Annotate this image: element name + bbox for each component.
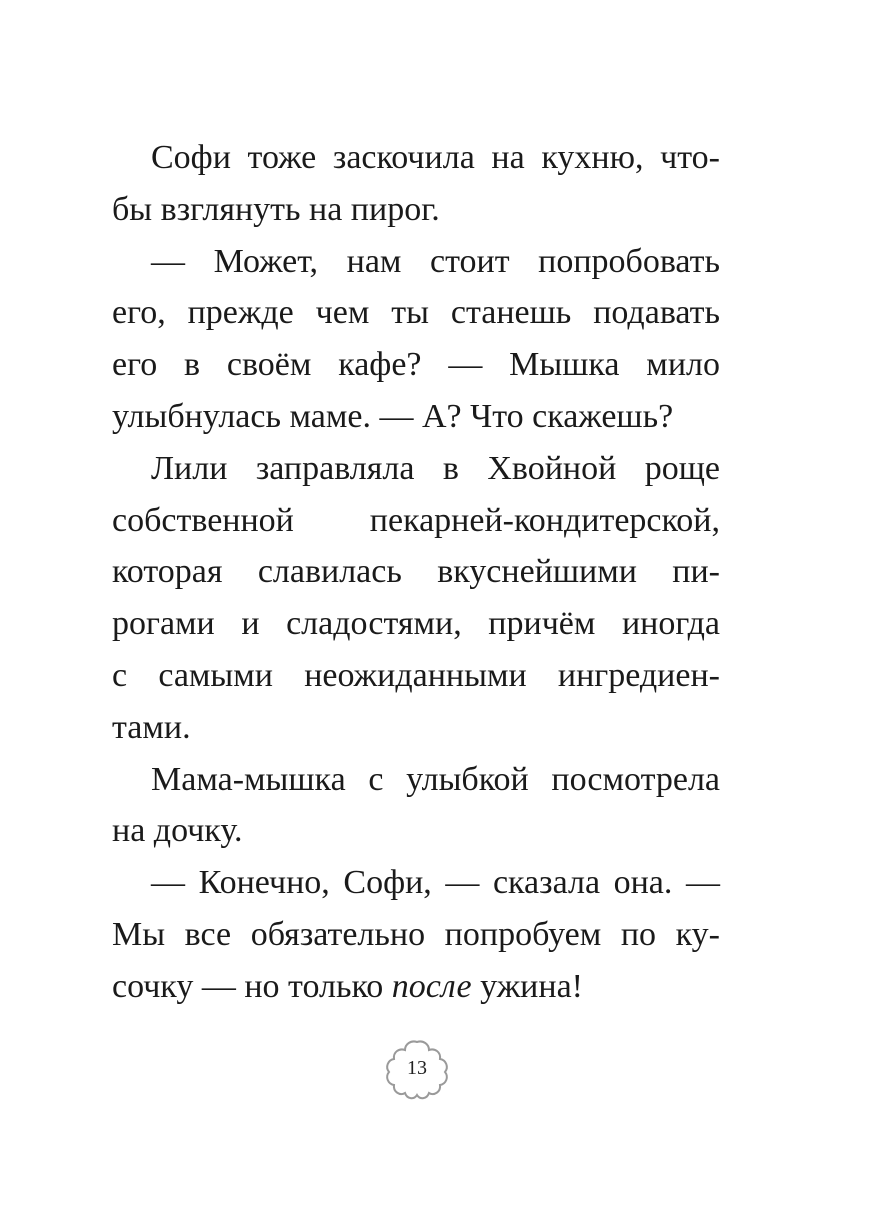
paragraph-1: [112, 132, 720, 236]
page-body: [112, 132, 720, 1013]
text-line: на дочку.: [112, 812, 243, 850]
paragraph-2: [112, 236, 720, 443]
text-line: Софи тоже заскочила на кухню, что-: [151, 139, 720, 176]
page-number-badge: [383, 1036, 451, 1100]
text-line: Мама-мышка с улыбкой посмотрела: [151, 760, 720, 798]
paragraph-5: [112, 857, 720, 1012]
text-line: с самыми неожиданными ингредиен-: [112, 656, 720, 694]
text-line: собственной пекарней-кондитерской,: [112, 501, 720, 539]
text-line-final: [112, 961, 720, 1013]
text-line: — Может, нам стоит попробовать: [151, 242, 720, 280]
text-line: его в своём кафе? — Мышка мило: [112, 346, 720, 384]
text-line: его, прежде чем ты станешь подавать: [112, 294, 720, 332]
emphasis-word: после: [391, 967, 472, 1005]
text-line: Мы все обязательно попробуем по ку-: [112, 915, 720, 953]
text-line: Лили заправляла в Хвойной роще: [151, 449, 720, 487]
text-line: улыбнулась маме. — А? Что скажешь?: [112, 397, 674, 435]
text-segment: сочку — но только: [112, 967, 392, 1005]
paragraph-3: [112, 443, 720, 754]
text-line: тами.: [112, 708, 191, 746]
paragraph-4: [112, 754, 720, 858]
text-line: которая славилась вкуснейшими пи-: [112, 553, 720, 591]
page-number: 13: [407, 1057, 427, 1079]
text-line: бы взглянуть на пирог.: [112, 190, 440, 228]
text-line: — Конечно, Софи, — сказала она. —: [151, 864, 720, 902]
text-segment: ужина!: [471, 967, 583, 1005]
text-line: рогами и сладостями, причём иногда: [112, 605, 720, 643]
